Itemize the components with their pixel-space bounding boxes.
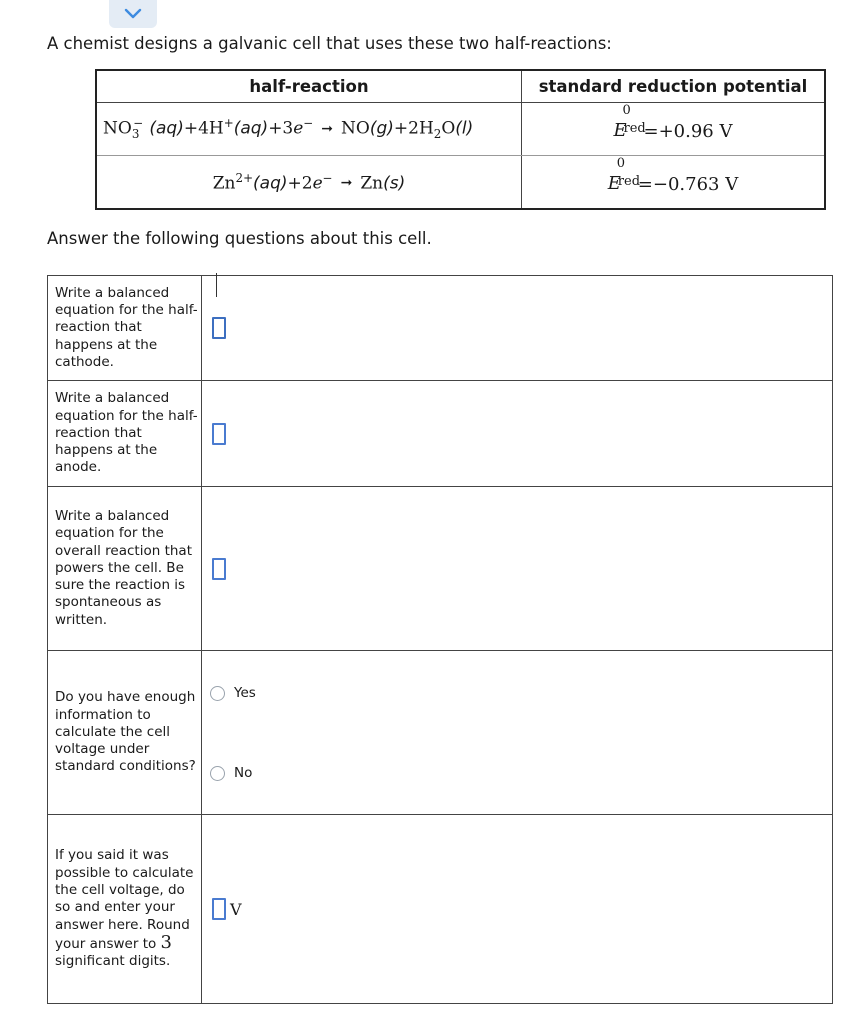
collapse-toggle-button[interactable] <box>109 0 157 28</box>
text-cursor <box>216 273 217 297</box>
answer-cell-enough-info <box>202 651 833 815</box>
questions-table <box>47 275 833 1004</box>
sig-digits-number: 3 <box>160 931 172 953</box>
half-reaction-zinc: $Zn^{2+}(aq)+2e^-$ ➞ Zn(s) <box>96 156 522 210</box>
radio-yes[interactable] <box>210 686 225 701</box>
header-reduction-potential: standard reduction potential <box>522 70 826 103</box>
half-reaction-nitrate: $NO_3^-$ (aq)+4H+(aq)+3e− ➞ $NO(g)+2H_2O(l)$ <box>96 103 522 156</box>
cathode-equation-input[interactable] <box>212 317 226 339</box>
potential-value: −0.763 V <box>652 173 739 195</box>
question-anode: Write a balanced equation for the half-reaction that happens at the anode. <box>48 381 202 487</box>
voltage-unit: V <box>230 899 242 919</box>
header-half-reaction: half-reaction <box>96 70 522 103</box>
overall-equation-input[interactable] <box>212 558 226 580</box>
potential-value: +0.96 V <box>658 120 733 142</box>
answer-cell-cathode <box>202 276 833 381</box>
intro-text: A chemist designs a galvanic cell that uses these two half-reactions: <box>47 34 612 53</box>
arrow-icon: ➞ <box>321 121 334 138</box>
half-reaction-table <box>95 69 826 210</box>
question-cell-voltage: If you said it was possible to calculate the cell voltage, do so and enter your answer here. Round your answer to 3 significant digits. <box>48 815 202 1004</box>
radio-option-no[interactable] <box>210 765 252 781</box>
anode-equation-input[interactable] <box>212 423 226 445</box>
radio-label-yes: Yes <box>234 685 256 701</box>
question-cathode: Write a balanced equation for the half-reaction that happens at the cathode. <box>48 276 202 381</box>
radio-label-no: No <box>234 765 253 781</box>
potential-nitrate: E 0 red =+0.96 V <box>522 103 826 156</box>
potential-zinc: E 0 red =−0.763 V <box>522 156 826 210</box>
radio-option-yes[interactable] <box>210 685 256 701</box>
answer-cell-voltage <box>202 815 833 1004</box>
question-enough-info: Do you have enough information to calculate the cell voltage under standard conditions? <box>48 651 202 815</box>
answer-lead-text: Answer the following questions about this cell. <box>47 229 432 248</box>
answer-cell-overall <box>202 487 833 651</box>
arrow-icon: ➞ <box>340 175 353 192</box>
question-overall: Write a balanced equation for the overall reaction that powers the cell. Be sure the reaction is spontaneous as written. <box>48 487 202 651</box>
radio-no[interactable] <box>210 766 225 781</box>
answer-cell-anode <box>202 381 833 487</box>
cell-voltage-input[interactable] <box>212 898 226 920</box>
chevron-down-icon <box>124 8 142 20</box>
